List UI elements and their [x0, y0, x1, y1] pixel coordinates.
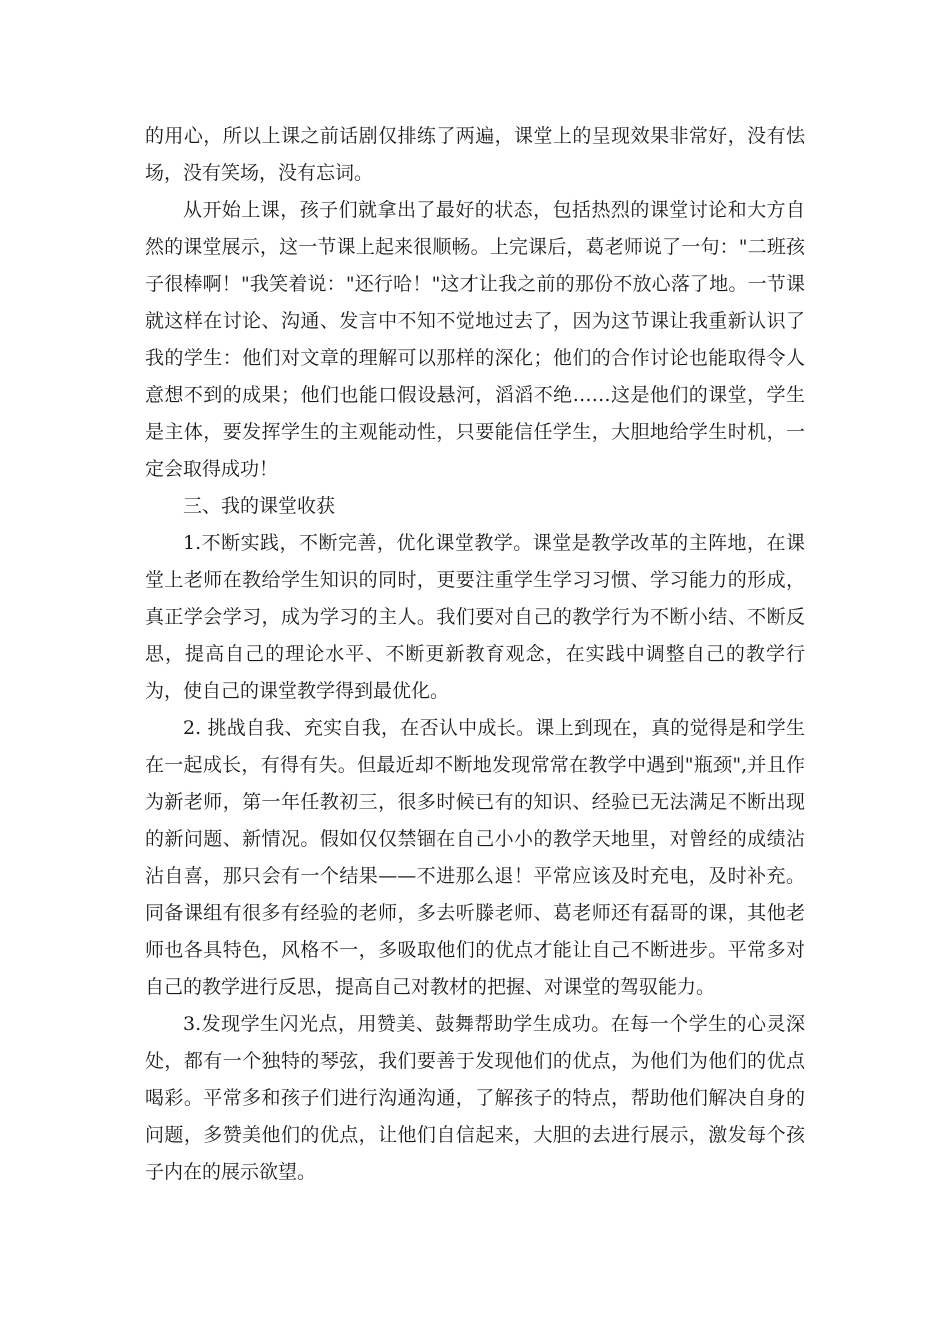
document-page	[145, 118, 805, 1191]
paragraph-point-1: 1.不断实践，不断完善，优化课堂教学。课堂是教学改革的主阵地，在课堂上老师在教给学生知识的同时，更要注重学生学习习惯、学习能力的形成，真正学会学习，成为学习的主人。我们要对自己的教学行为不断小结、不断反思，提高自己的理论水平、不断更新教育观念，在实践中调整自己的教学行为，使自己的课堂教学得到最优化。	[145, 532, 805, 702]
paragraph-point-2: 2. 挑战自我、充实自我，在否认中成长。课上到现在，真的觉得是和学生在一起成长，有得有失。但最近却不断地发现常常在教学中遇到"瓶颈",并且作为新老师，第一年任教初三，很多时候已有的知识、经验已无法满足不断出现的新问题、新情况。假如仅仅禁锢在自己小小的教学天地里，对曾经的成绩沾沾自喜，那只会有一个结果——不进那么退！平常应该及时充电，及时补充。同备课组有很多有经验的老师，多去听滕老师、葛老师还有磊哥的课，其他老师也各具特色，风格不一，多吸取他们的优点才能让自己不断进步。平常多对自己的教学进行反思，提高自己对教材的把握、对课堂的驾驭能力。	[145, 717, 805, 998]
section-heading-classroom-gains: 三、我的课堂收获	[183, 495, 336, 517]
paragraph-class-experience: 从开始上课，孩子们就拿出了最好的状态，包括热烈的课堂讨论和大方自然的课堂展示，这一节课上起来很顺畅。上完课后，葛老师说了一句："二班孩子很棒啊！"我笑着说："还行哈！"这才让我之前的那份不放心落了地。一节课就这样在讨论、沟通、发言中不知不觉地过去了，因为这节课让我重新认识了我的学生：他们对文章的理解可以那样的深化；他们的合作讨论也能取得令人意想不到的成果；他们也能口假设悬河，滔滔不绝……这是他们的课堂，学生是主体，要发挥学生的主观能动性，只要能信任学生，大胆地给学生时机，一定会取得成功！	[145, 199, 805, 480]
paragraph-continuation: 的用心，所以上课之前话剧仅排练了两遍，课堂上的呈现效果非常好，没有怯场，没有笑场，没有忘词。	[145, 125, 805, 184]
paragraph-point-3: 3.发现学生闪光点，用赞美、鼓舞帮助学生成功。在每一个学生的心灵深处，都有一个独特的琴弦，我们要善于发现他们的优点，为他们为他们的优点喝彩。平常多和孩子们进行沟通沟通，了解孩子的特点，帮助他们解决自身的问题，多赞美他们的优点，让他们自信起来，大胆的去进行展示，激发每个孩子内在的展示欲望。	[145, 1013, 805, 1183]
